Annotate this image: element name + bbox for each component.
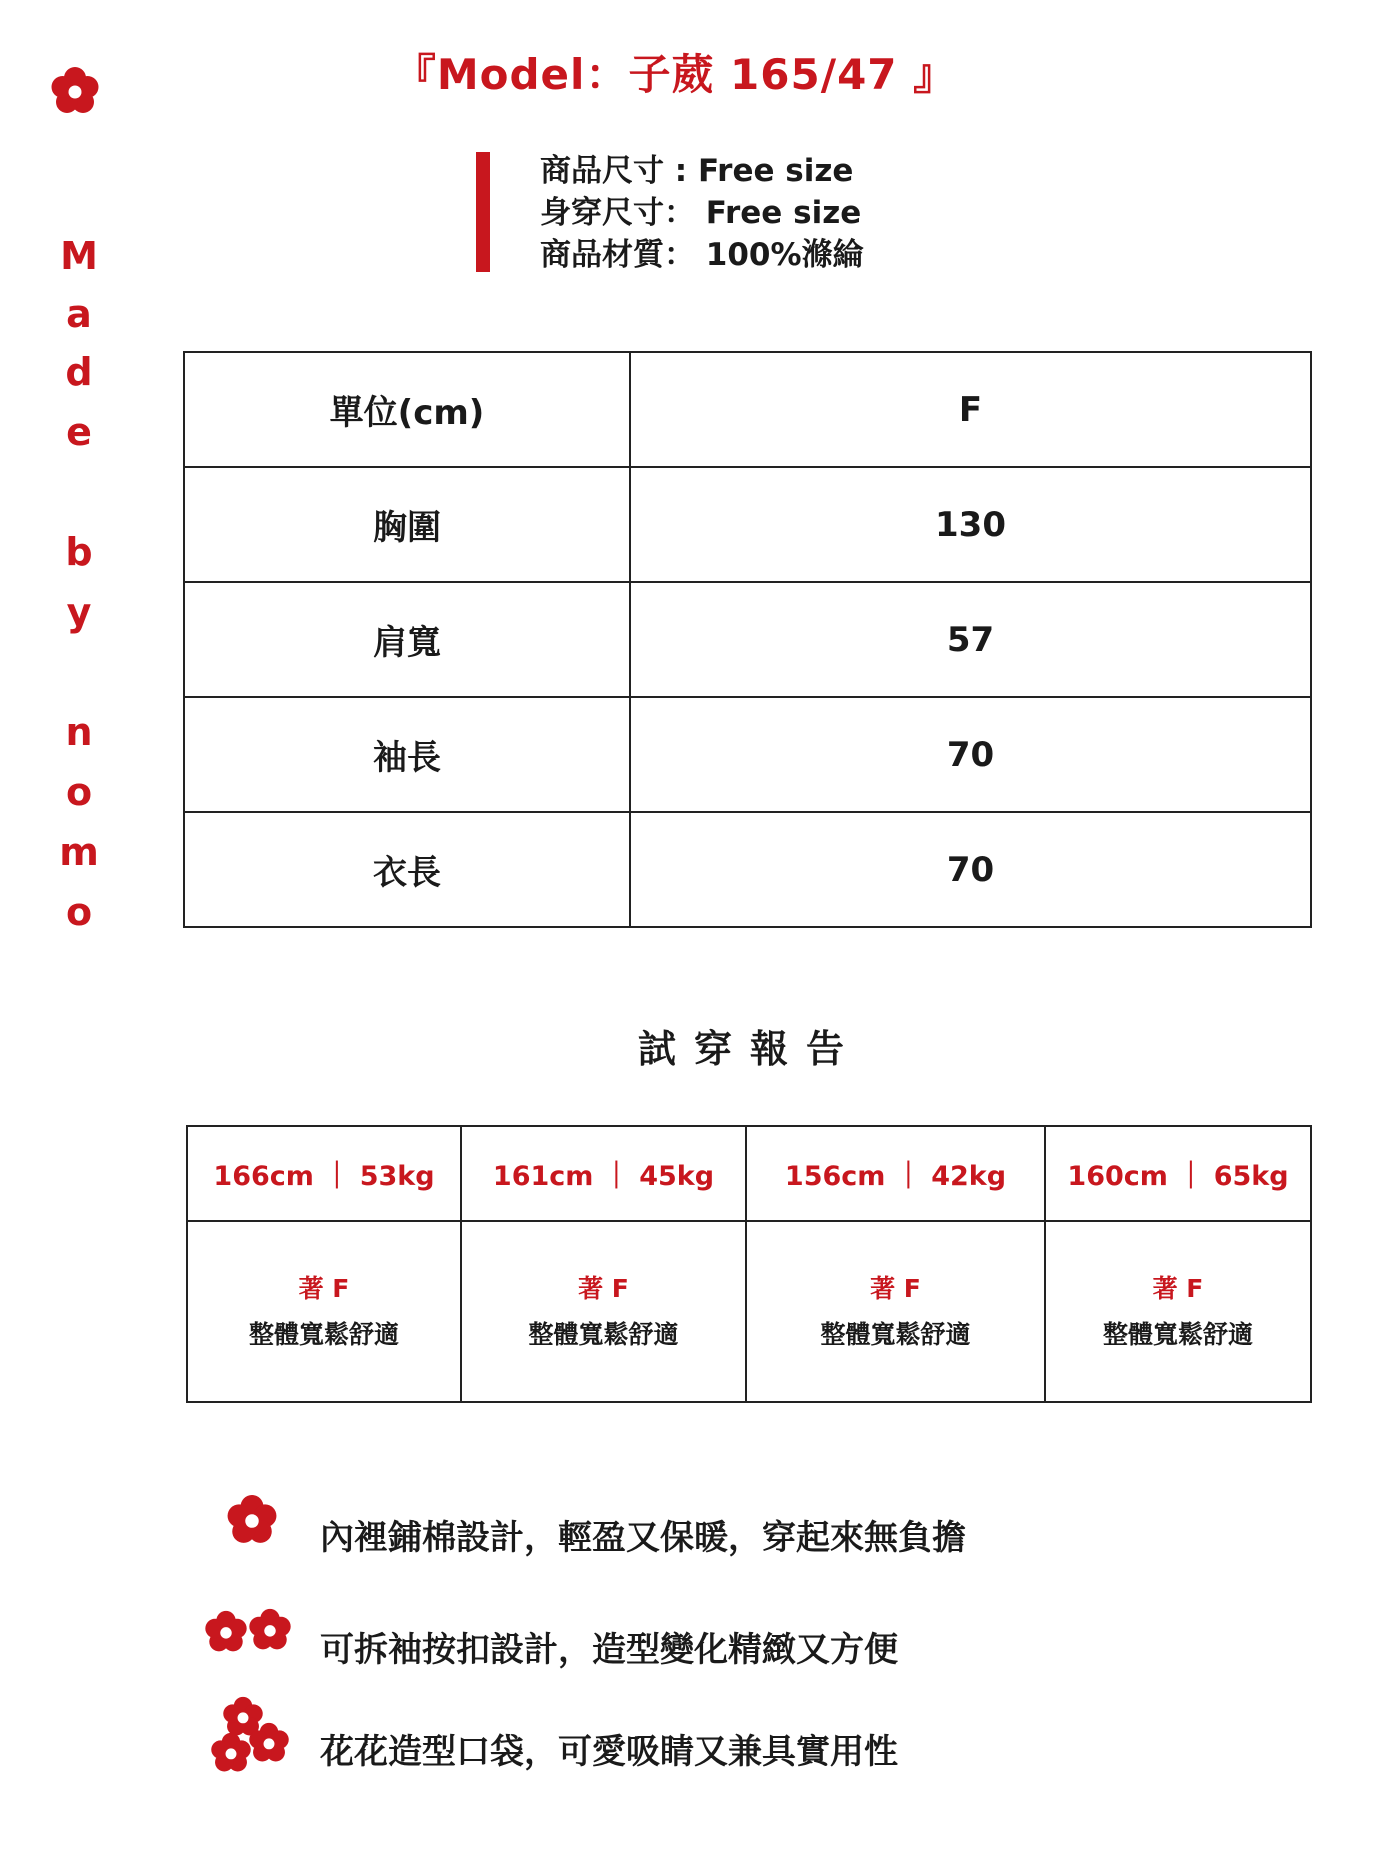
tester-size: 著 F	[298, 1273, 350, 1303]
brand-letter: e	[66, 410, 92, 454]
measure-value: 70	[630, 812, 1311, 927]
tester-size: 著 F	[870, 1273, 921, 1303]
report-title: 試穿報告	[637, 1027, 862, 1071]
product-info	[540, 150, 864, 276]
table-row	[184, 812, 1311, 927]
feature-item	[200, 1492, 1300, 1572]
header-size: F	[630, 352, 1311, 467]
tester-size: 著 F	[1152, 1273, 1204, 1303]
measure-label: 肩寬	[184, 582, 630, 697]
size-table	[183, 351, 1312, 928]
brand-letter: o	[65, 890, 93, 934]
measure-value: 70	[630, 697, 1311, 812]
single-flower-icon	[200, 1492, 300, 1572]
info-accent-bar	[476, 152, 490, 272]
tester-stats: 161cm ｜ 45kg	[461, 1126, 746, 1221]
measure-value: 57	[630, 582, 1311, 697]
brand-letter: b	[65, 530, 93, 574]
tester-feedback	[1045, 1221, 1311, 1402]
header-unit: 單位(cm)	[184, 352, 630, 467]
tester-fit: 整體寬鬆舒適	[1102, 1319, 1253, 1349]
info-product-size: 商品尺寸 : Free size	[540, 153, 854, 189]
table-row	[184, 697, 1311, 812]
page-title: 『Model：子葳 165/47 』	[393, 50, 957, 99]
brand-letter: d	[65, 350, 93, 394]
tester-stats: 160cm ｜ 65kg	[1045, 1126, 1311, 1221]
tester-stats: 166cm ｜ 53kg	[187, 1126, 461, 1221]
brand-letter: o	[65, 770, 93, 814]
measure-label: 衣長	[184, 812, 630, 927]
try-on-table	[186, 1125, 1312, 1403]
feature-item	[200, 1706, 1300, 1786]
brand-letter: n	[65, 710, 93, 754]
info-material: 商品材質： 100%滌綸	[540, 237, 864, 273]
table-row	[184, 467, 1311, 582]
brand-letter: m	[59, 830, 99, 874]
table-row	[184, 582, 1311, 697]
tester-size: 著 F	[578, 1273, 629, 1303]
info-wear-size: 身穿尺寸： Free size	[540, 195, 862, 231]
tester-feedback	[461, 1221, 746, 1402]
table-header-row	[184, 352, 1311, 467]
measure-value: 130	[630, 467, 1311, 582]
tester-stats-row	[187, 1126, 1311, 1221]
tester-feedback	[187, 1221, 461, 1402]
brand-letter: a	[66, 292, 92, 336]
tester-feedback-row	[187, 1221, 1311, 1402]
tester-fit: 整體寬鬆舒適	[528, 1319, 679, 1349]
double-flower-icon	[200, 1604, 300, 1684]
brand-letter: M	[60, 234, 98, 278]
tester-fit: 整體寬鬆舒適	[248, 1319, 399, 1349]
tester-feedback	[746, 1221, 1045, 1402]
tester-stats: 156cm ｜ 42kg	[746, 1126, 1045, 1221]
measure-label: 胸圍	[184, 467, 630, 582]
feature-text: 可拆袖按扣設計，造型變化精緻又方便	[320, 1630, 898, 1670]
feature-text: 內裡鋪棉設計，輕盈又保暖，穿起來無負擔	[320, 1518, 966, 1558]
feature-item	[200, 1604, 1300, 1684]
feature-text: 花花造型口袋，可愛吸睛又兼具實用性	[320, 1732, 898, 1772]
brand-letter: y	[66, 590, 92, 634]
triple-flower-icon	[200, 1706, 300, 1786]
measure-label: 袖長	[184, 697, 630, 812]
tester-fit: 整體寬鬆舒適	[820, 1319, 971, 1349]
